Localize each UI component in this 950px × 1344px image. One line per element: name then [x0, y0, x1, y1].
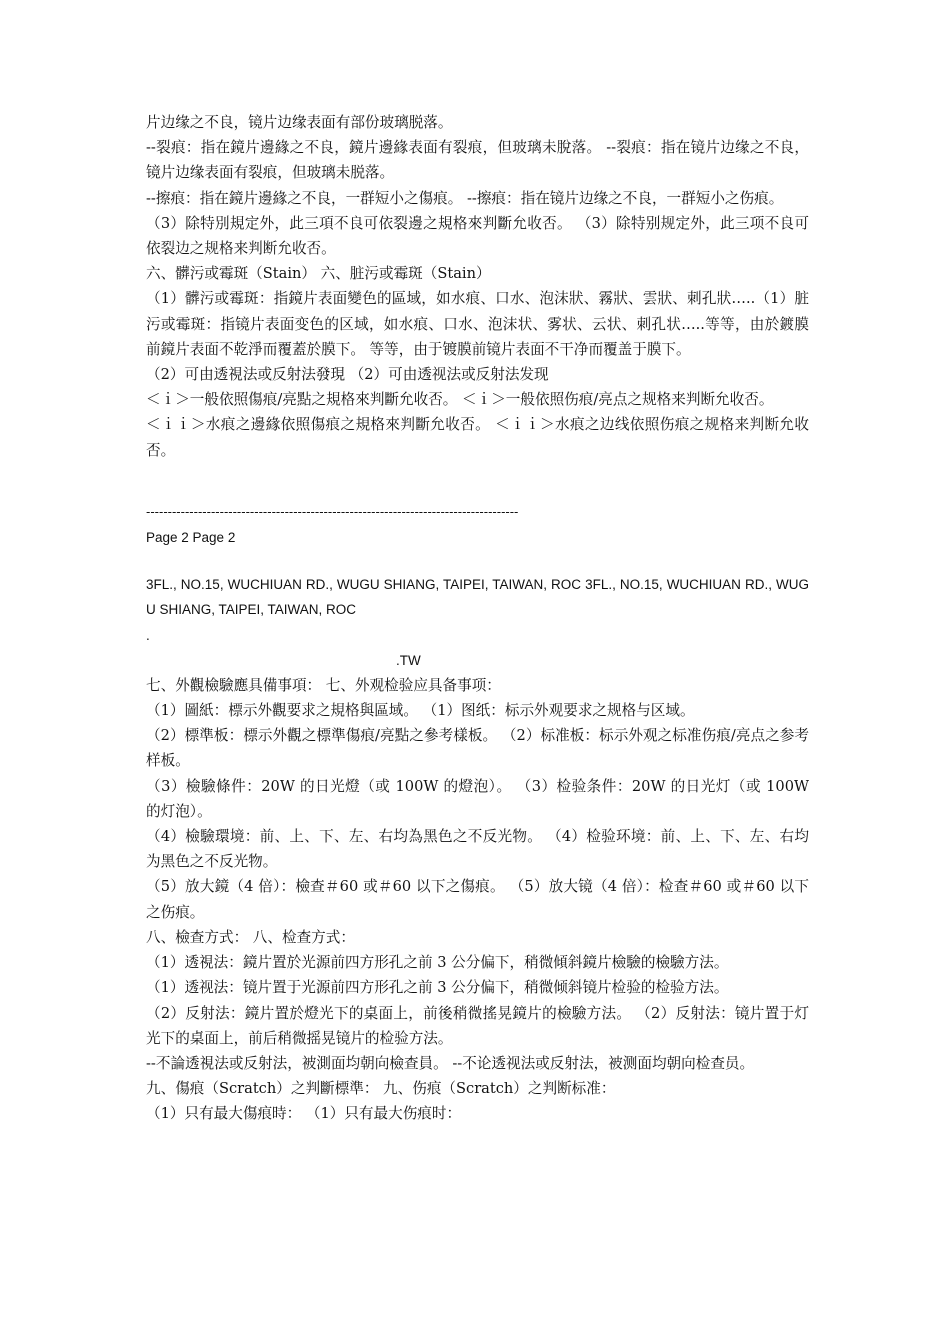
paragraph: （2）可由透視法或反射法發現 （2）可由透视法或反射法发现: [146, 366, 549, 384]
paragraph: （3）檢驗條件：20W 的日光燈（或 100W 的燈泡）。 （3）检验条件：20W 的日光灯（或 100W 的灯泡）。: [146, 777, 809, 820]
paragraph: （1）透视法：镜片置于光源前四方形孔之前 3 公分偏下，稍微倾斜镜片检验的检验方法。: [146, 979, 729, 997]
section-heading: 七、外觀檢驗應具備事項： 七、外观检验应具备事项：: [146, 676, 501, 694]
paragraph: （4）檢驗環境：前、上、下、左、右均為黑色之不反光物。 （4）检验环境：前、上、下、左、右均为黑色之不反光物。: [146, 828, 809, 871]
page-divider: --------------------------------------------------------------------------------------: [146, 504, 519, 519]
section-heading: 八、檢查方式： 八、检查方式：: [146, 928, 355, 946]
paragraph: （1）圖紙：標示外觀要求之規格與區域。 （1）图纸：标示外观要求之规格与区域。: [146, 702, 695, 720]
section-heading: 九、傷痕（Scratch）之判斷標準： 九、伤痕（Scratch）之判断标准：: [146, 1080, 616, 1098]
footer-domain: .TW: [396, 652, 421, 668]
paragraph: --擦痕：指在鏡片邊緣之不良，一群短小之傷痕。 --擦痕：指在镜片边缘之不良，一群短小之伤痕。: [146, 189, 784, 207]
page-marker: Page 2 Page 2: [146, 529, 236, 545]
paragraph: （2）標準板：標示外觀之標準傷痕/亮點之參考樣板。 （2）标准板：标示外观之标准伤痕/亮点之参考样板。: [146, 727, 809, 770]
paragraph: （1）髒污或霉斑：指鏡片表面變色的區域，如水痕、口水、泡沫狀、霧狀、雲狀、刺孔狀…..（1）脏污或霉斑：指镜片表面变色的区域，如水痕、口水、泡沫状、雾状、云状、刺孔状…..等等，由於鍍膜前鏡片表面不乾淨而覆蓋於膜下。 等等，由于镀膜前镜片表面不干净而覆盖于膜下。: [146, 290, 809, 358]
paragraph: 片边缘之不良，镜片边缘表面有部份玻璃脱落。: [146, 114, 453, 131]
paragraph: （5）放大鏡（4 倍）：檢查＃60 或＃60 以下之傷痕。 （5）放大镜（4 倍）：检查＃60 或＃60 以下之伤痕。: [146, 878, 809, 921]
paragraph: （2）反射法：鏡片置於燈光下的桌面上，前後稍微搖晃鏡片的檢驗方法。 （2）反射法：镜片置于灯光下的桌面上，前后稍微摇晃镜片的检验方法。: [146, 1004, 809, 1047]
footer-dot: .: [146, 628, 150, 644]
footer-address: 3FL., NO.15, WUCHIUAN RD., WUGU SHIANG, TAIPEI, TAIWAN, ROC 3FL., NO.15, WUCHIUAN RD., WUGU SHIANG, TAIPEI, TAIWAN, ROC: [146, 577, 809, 618]
paragraph: --不論透視法或反射法，被測面均朝向檢查員。 --不论透视法或反射法，被测面均朝向检查员。: [146, 1054, 755, 1072]
document-page: [146, 110, 809, 1127]
paragraph: ＜ｉ＞一般依照傷痕/亮點之規格來判斷允收否。 ＜ｉ＞一般依照伤痕/亮点之规格来判断允收否。: [146, 391, 774, 409]
paragraph: --裂痕：指在鏡片邊緣之不良，鏡片邊緣表面有裂痕，但玻璃未脫落。 --裂痕：指在镜片边缘之不良，镜片边缘表面有裂痕，但玻璃未脱落。: [146, 139, 809, 182]
paragraph: （1）只有最大傷痕時： （1）只有最大伤痕时：: [146, 1105, 462, 1123]
paragraph: ＜ｉｉ＞水痕之邊緣依照傷痕之規格來判斷允收否。 ＜ｉｉ＞水痕之边线依照伤痕之规格来判断允收否。: [146, 416, 809, 459]
paragraph: （1）透視法：鏡片置於光源前四方形孔之前 3 公分偏下，稍微傾斜鏡片檢驗的檢驗方法。: [146, 954, 729, 972]
paragraph: （3）除特別規定外，此三項不良可依裂邊之規格來判斷允收否。 （3）除特别规定外，此三项不良可依裂边之规格来判断允收否。: [146, 214, 809, 258]
section-heading: 六、髒污或霉斑（Stain） 六、脏污或霉斑（Stain）: [146, 265, 491, 283]
